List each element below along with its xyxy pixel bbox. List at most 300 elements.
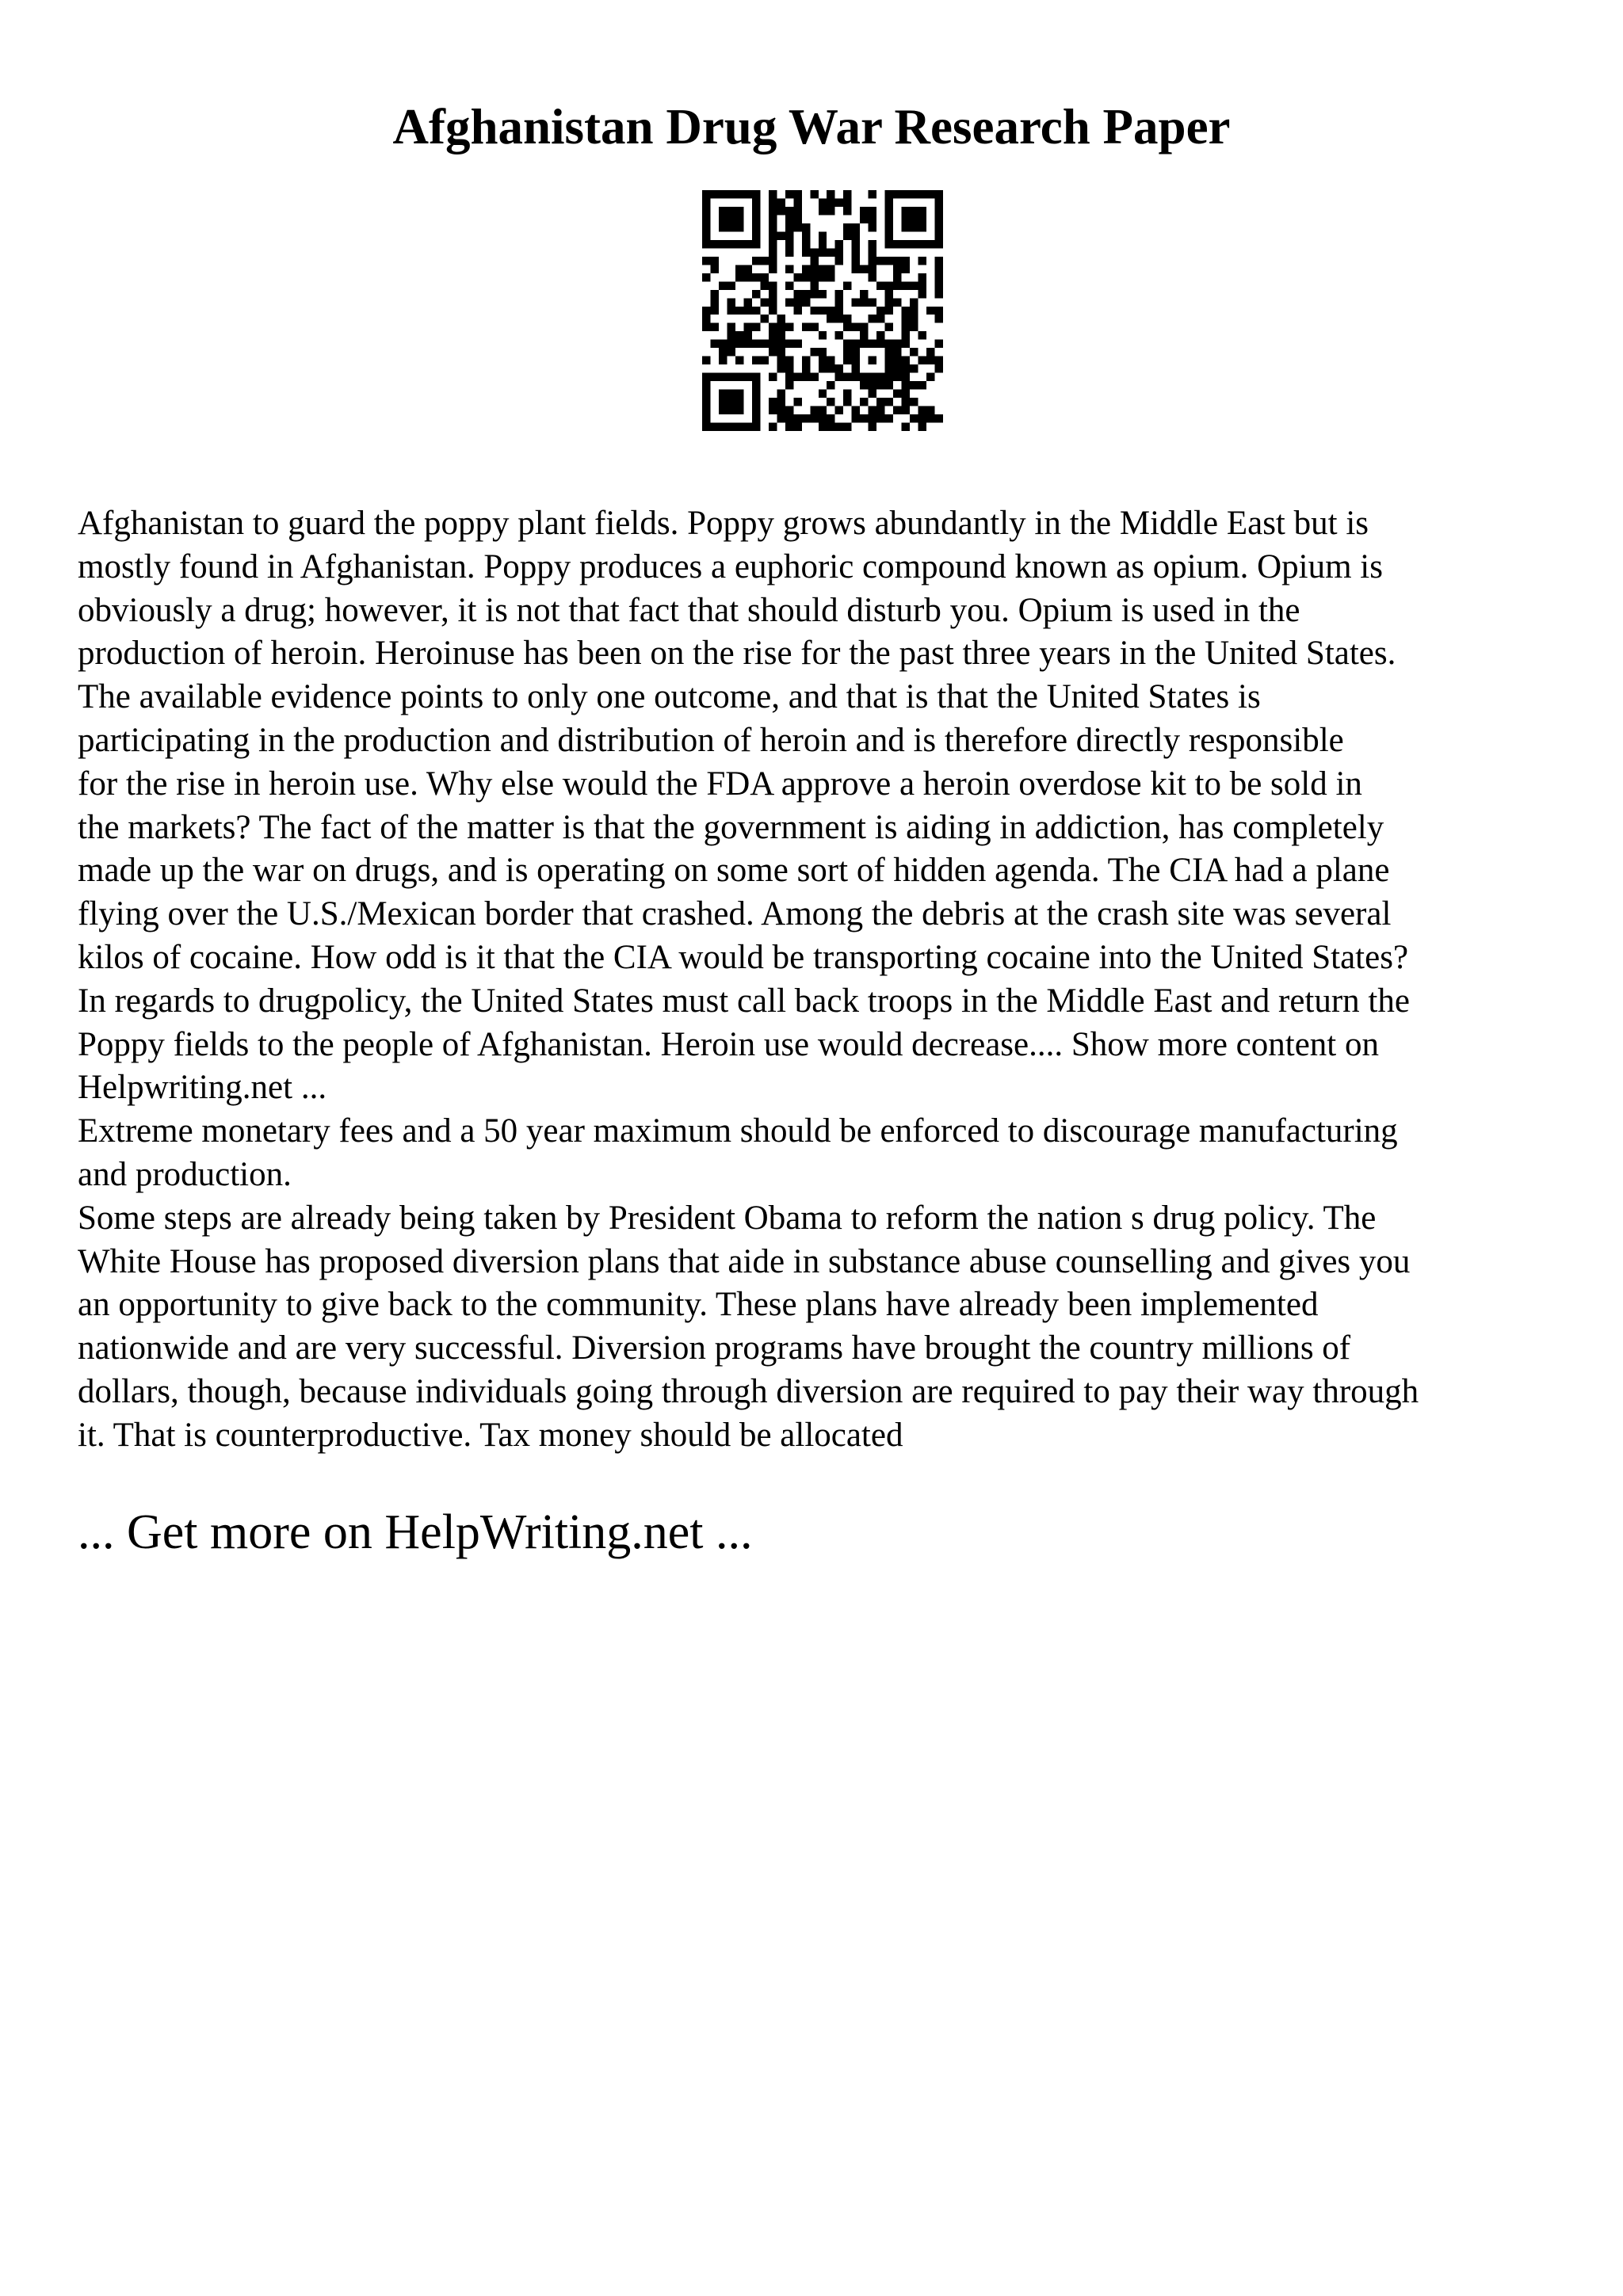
paragraph (78, 502, 1568, 1110)
qr-module (819, 231, 827, 239)
qr-module (769, 198, 777, 206)
qr-module (902, 190, 910, 198)
qr-module (777, 390, 785, 398)
qr-module (860, 323, 868, 331)
qr-module (735, 265, 743, 273)
qr-module (769, 281, 777, 289)
qr-module (918, 223, 926, 231)
qr-module (735, 207, 743, 215)
qr-module (802, 364, 810, 372)
qr-module (852, 240, 860, 248)
qr-module (760, 257, 768, 265)
qr-module (735, 373, 743, 381)
qr-module (702, 198, 710, 206)
qr-module (869, 215, 876, 223)
qr-module (910, 240, 918, 248)
qr-module (777, 331, 785, 339)
text-line: and production. (78, 1155, 292, 1193)
text-line: White House has proposed diversion plans that aide in substance abuse counselling and gives you (78, 1242, 1411, 1280)
qr-module (885, 281, 893, 289)
text-line: In regards to drugpolicy, the United States must call back troops in the Middle East and return the (78, 982, 1410, 1020)
qr-module (752, 207, 760, 215)
qr-module (869, 298, 876, 306)
qr-module (852, 223, 860, 231)
qr-module (902, 281, 910, 289)
qr-module (910, 323, 918, 331)
qr-module (827, 265, 834, 273)
qr-module (769, 207, 777, 215)
qr-module (793, 307, 801, 315)
qr-module (869, 190, 876, 198)
qr-module (893, 257, 901, 265)
qr-module (827, 190, 834, 198)
qr-module (935, 190, 943, 198)
qr-module (785, 323, 793, 331)
qr-module (710, 290, 718, 298)
qr-module (793, 190, 801, 198)
qr-module (876, 398, 884, 406)
qr-module (769, 307, 777, 315)
qr-module (702, 231, 710, 239)
qr-module (777, 231, 785, 239)
qr-module (918, 423, 926, 431)
qr-module (710, 423, 718, 431)
qr-module (735, 398, 743, 406)
qr-module (760, 357, 768, 364)
qr-module (785, 190, 793, 198)
qr-module (719, 223, 727, 231)
qr-module (769, 240, 777, 248)
qr-module (885, 340, 893, 348)
qr-module (710, 265, 718, 273)
qr-module (902, 265, 910, 273)
qr-module (710, 190, 718, 198)
text-line: Extreme monetary fees and a 50 year maximum should be enforced to discourage manufacturing (78, 1112, 1398, 1150)
qr-module (785, 406, 793, 414)
qr-module (910, 207, 918, 215)
qr-module (902, 331, 910, 339)
qr-module (885, 207, 893, 215)
text-line: kilos of cocaine. How odd is it that the CIA would be transporting cocaine into the United States? (78, 938, 1409, 976)
qr-module (860, 290, 868, 298)
qr-module (885, 240, 893, 248)
qr-module (810, 348, 818, 356)
qr-module (752, 323, 760, 331)
qr-module (785, 248, 793, 256)
qr-module (869, 381, 876, 389)
qr-module (735, 357, 743, 364)
qr-module (777, 406, 785, 414)
qr-module (935, 340, 943, 348)
qr-module (835, 423, 843, 431)
qr-module (702, 207, 710, 215)
qr-module (735, 307, 743, 315)
qr-module (810, 406, 818, 414)
qr-module (902, 257, 910, 265)
qr-module (752, 215, 760, 223)
qr-module (902, 223, 910, 231)
qr-module (769, 406, 777, 414)
qr-module (810, 190, 818, 198)
page-title: Afghanistan Drug War Research Paper (392, 99, 1231, 154)
paragraph (78, 1110, 1568, 1197)
qr-module (785, 240, 793, 248)
qr-module (702, 273, 710, 281)
qr-module (910, 364, 918, 372)
qr-module (769, 373, 777, 381)
qr-module (885, 298, 893, 306)
qr-module (735, 340, 743, 348)
qr-module (802, 223, 810, 231)
qr-module (752, 307, 760, 315)
qr-module (743, 298, 751, 306)
qr-module (719, 215, 727, 223)
qr-module (835, 373, 843, 381)
qr-module (785, 265, 793, 273)
qr-module (727, 281, 735, 289)
qr-module (769, 323, 777, 331)
qr-module (752, 223, 760, 231)
qr-module (876, 257, 884, 265)
qr-module (876, 307, 884, 315)
qr-module (710, 340, 718, 348)
qr-module (902, 364, 910, 372)
qr-module (752, 373, 760, 381)
qr-module (885, 257, 893, 265)
qr-module (910, 298, 918, 306)
qr-module (843, 323, 851, 331)
qr-module (727, 215, 735, 223)
qr-module (885, 307, 893, 315)
qr-module (702, 240, 710, 248)
qr-module (843, 315, 851, 322)
text-line: nationwide and are very successful. Diversion programs have brought the country millions of (78, 1329, 1351, 1367)
qr-module (885, 414, 893, 422)
qr-module (902, 398, 910, 406)
qr-module (893, 240, 901, 248)
qr-module (802, 414, 810, 422)
qr-module (835, 307, 843, 315)
qr-module (827, 273, 834, 281)
qr-module (810, 265, 818, 273)
qr-module (777, 357, 785, 364)
qr-module (785, 423, 793, 431)
qr-module (752, 273, 760, 281)
qr-module (935, 307, 943, 315)
qr-module (719, 190, 727, 198)
qr-module (843, 423, 851, 431)
qr-module (819, 265, 827, 273)
qr-module (876, 373, 884, 381)
qr-module (827, 248, 834, 256)
qr-module (785, 231, 793, 239)
qr-module (827, 381, 834, 389)
qr-module (835, 257, 843, 265)
qr-module (902, 381, 910, 389)
qr-module (710, 307, 718, 315)
qr-module (827, 307, 834, 315)
qr-module (785, 223, 793, 231)
qr-module (860, 373, 868, 381)
qr-module (727, 340, 735, 348)
qr-module (810, 248, 818, 256)
qr-module (793, 340, 801, 348)
qr-module (869, 390, 876, 398)
qr-module (802, 265, 810, 273)
qr-module (719, 398, 727, 406)
qr-module (935, 273, 943, 281)
qr-module (893, 406, 901, 414)
qr-module (902, 340, 910, 348)
qr-module (785, 381, 793, 389)
qr-module (893, 281, 901, 289)
qr-module (918, 207, 926, 215)
get-more-link[interactable]: ... Get more on HelpWriting.net ... (78, 1505, 753, 1559)
qr-module (885, 364, 893, 372)
qr-module (893, 348, 901, 356)
qr-module (710, 323, 718, 331)
qr-module (735, 190, 743, 198)
qr-module (802, 290, 810, 298)
qr-module (735, 240, 743, 248)
qr-module (885, 198, 893, 206)
qr-module (727, 331, 735, 339)
qr-module (760, 281, 768, 289)
qr-module (785, 364, 793, 372)
qr-module (819, 307, 827, 315)
qr-module (869, 207, 876, 215)
qr-module (702, 398, 710, 406)
qr-module (752, 390, 760, 398)
qr-module (852, 257, 860, 265)
qr-module (810, 373, 818, 381)
qr-module (843, 398, 851, 406)
qr-module (852, 340, 860, 348)
qr-module (852, 298, 860, 306)
qr-module (793, 290, 801, 298)
qr-module (918, 281, 926, 289)
qr-module (769, 215, 777, 223)
qr-module (810, 290, 818, 298)
qr-module (752, 398, 760, 406)
qr-module (935, 265, 943, 273)
qr-module (910, 223, 918, 231)
qr-module (926, 357, 934, 364)
qr-module (719, 207, 727, 215)
qr-module (852, 364, 860, 372)
qr-module (793, 423, 801, 431)
qr-module (860, 298, 868, 306)
qr-module (769, 331, 777, 339)
qr-module (876, 340, 884, 348)
qr-module (902, 406, 910, 414)
qr-module (785, 207, 793, 215)
qr-module (935, 364, 943, 372)
qr-module (727, 406, 735, 414)
qr-module (935, 198, 943, 206)
qr-module (819, 248, 827, 256)
qr-module (869, 357, 876, 364)
qr-module (785, 373, 793, 381)
qr-module (735, 273, 743, 281)
qr-module (935, 215, 943, 223)
qr-module (760, 298, 768, 306)
qr-module (869, 248, 876, 256)
qr-module (785, 414, 793, 422)
qr-module (893, 340, 901, 348)
qr-module (926, 414, 934, 422)
qr-module (902, 215, 910, 223)
qr-module (702, 307, 710, 315)
qr-module (860, 207, 868, 215)
qr-module (876, 331, 884, 339)
qr-module (819, 290, 827, 298)
qr-module (793, 223, 801, 231)
qr-module (785, 215, 793, 223)
qr-module (810, 273, 818, 281)
qr-module (702, 215, 710, 223)
qr-module (852, 406, 860, 414)
qr-module (852, 357, 860, 364)
qr-module (743, 265, 751, 273)
qr-module (893, 390, 901, 398)
qr-module (702, 323, 710, 331)
qr-module (719, 357, 727, 364)
qr-module (735, 331, 743, 339)
qr-module (926, 240, 934, 248)
qr-module (843, 231, 851, 239)
qr-module (743, 273, 751, 281)
qr-module (876, 414, 884, 422)
qr-module (885, 190, 893, 198)
text-line: mostly found in Afghanistan. Poppy produces a euphoric compound known as opium. Opium is (78, 547, 1383, 585)
qr-module (885, 231, 893, 239)
qr-module (727, 390, 735, 398)
qr-module (810, 414, 818, 422)
qr-module (719, 348, 727, 356)
qr-module (926, 190, 934, 198)
qr-module (893, 357, 901, 364)
qr-module (743, 240, 751, 248)
qr-module (893, 364, 901, 372)
qr-module (835, 406, 843, 414)
qr-module (793, 207, 801, 215)
qr-module (827, 315, 834, 322)
qr-module (727, 348, 735, 356)
qr-module (719, 423, 727, 431)
qr-module (702, 315, 710, 322)
qr-module (735, 223, 743, 231)
qr-module (910, 398, 918, 406)
qr-module (727, 190, 735, 198)
text-line: dollars, though, because individuals going through diversion are required to pay their way through (78, 1372, 1419, 1410)
qr-module (819, 331, 827, 339)
qr-module (843, 281, 851, 289)
text-line: it. That is counterproductive. Tax money should be allocated (78, 1416, 903, 1454)
qr-module (819, 348, 827, 356)
qr-module (910, 281, 918, 289)
qr-module (852, 348, 860, 356)
qr-module (777, 348, 785, 356)
qr-module (843, 207, 851, 215)
qr-module (702, 190, 710, 198)
qr-module (819, 364, 827, 372)
qr-module (752, 406, 760, 414)
qr-module (735, 215, 743, 223)
qr-module (743, 323, 751, 331)
qr-module (827, 357, 834, 364)
text-line: for the rise in heroin use. Why else would the FDA approve a heroin overdose kit to be sold in (78, 765, 1362, 803)
qr-code-icon (702, 190, 943, 431)
qr-module (719, 281, 727, 289)
qr-module (827, 414, 834, 422)
qr-module (918, 331, 926, 339)
qr-module (702, 257, 710, 265)
qr-module (876, 406, 884, 414)
qr-module (926, 373, 934, 381)
qr-module (802, 240, 810, 248)
qr-module (793, 215, 801, 223)
qr-module (719, 390, 727, 398)
qr-module (926, 307, 934, 315)
qr-module (769, 290, 777, 298)
qr-module (819, 207, 827, 215)
qr-module (835, 315, 843, 322)
qr-module (710, 240, 718, 248)
qr-module (869, 373, 876, 381)
qr-module (860, 265, 868, 273)
qr-module (819, 240, 827, 248)
qr-module (860, 381, 868, 389)
qr-module (810, 281, 818, 289)
qr-module (935, 281, 943, 289)
qr-module (910, 381, 918, 389)
qr-module (777, 323, 785, 331)
qr-module (885, 323, 893, 331)
qr-module (893, 298, 901, 306)
qr-module (793, 373, 801, 381)
qr-module (860, 331, 868, 339)
qr-module (902, 240, 910, 248)
qr-module (777, 340, 785, 348)
qr-module (752, 190, 760, 198)
qr-module (918, 406, 926, 414)
qr-module (785, 357, 793, 364)
qr-module (802, 231, 810, 239)
qr-module (918, 240, 926, 248)
qr-module (843, 190, 851, 198)
qr-module (752, 290, 760, 298)
qr-module (727, 223, 735, 231)
qr-module (935, 223, 943, 231)
qr-module (852, 231, 860, 239)
qr-module (752, 381, 760, 389)
qr-module (835, 290, 843, 298)
qr-module (918, 215, 926, 223)
qr-module (769, 257, 777, 265)
qr-module (802, 357, 810, 364)
qr-module (769, 265, 777, 273)
qr-module (727, 323, 735, 331)
qr-module (935, 231, 943, 239)
qr-module (727, 298, 735, 306)
qr-module (910, 315, 918, 322)
qr-module (935, 207, 943, 215)
qr-module (702, 390, 710, 398)
qr-module (727, 307, 735, 315)
qr-module (719, 373, 727, 381)
qr-module (777, 315, 785, 322)
